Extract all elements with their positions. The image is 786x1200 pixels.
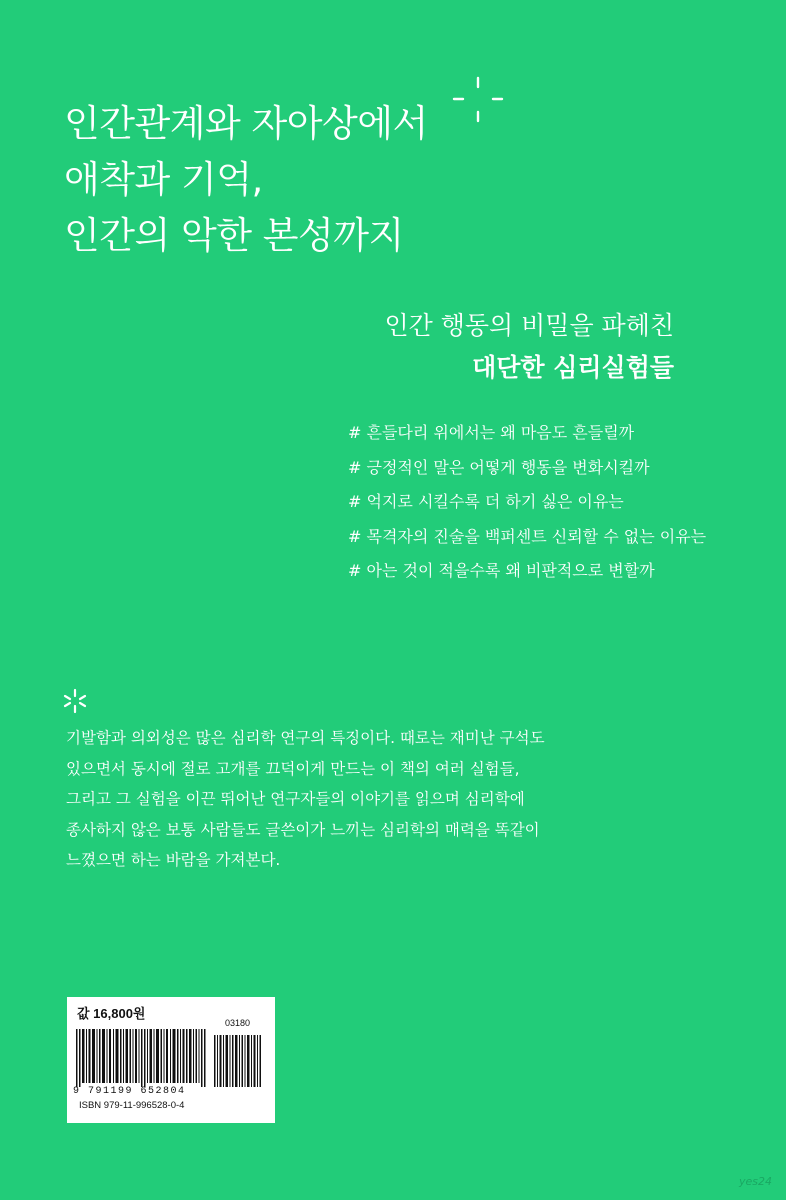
barcode-panel [67, 997, 275, 1123]
question-item: # 흔들다리 위에서는 왜 마음도 흔들릴까 [348, 423, 635, 442]
question-item: # 아는 것이 적을수록 왜 비판적으로 변할까 [348, 561, 655, 580]
isbn-label: ISBN 979-11-996528-0-4 [79, 1100, 185, 1111]
description-line: 있으면서 동시에 절로 고개를 끄덕이게 만드는 이 책의 여러 실험들, [66, 759, 520, 778]
description-line: 느꼈으면 하는 바람을 가져본다. [66, 851, 281, 869]
price-label: 값 16,800원 [77, 1006, 146, 1021]
description-line: 그리고 그 실험을 이끈 뛰어난 연구자들의 이야기를 읽으며 심리학에 [66, 790, 525, 808]
description-line: 기발함과 의외성은 많은 심리학 연구의 특징이다. 때로는 재미난 구석도 [66, 729, 545, 747]
headline-line: 애착과 기억, [64, 158, 263, 201]
watermark-logo: yes24 [738, 1175, 772, 1188]
description-line: 종사하지 않은 보통 사람들도 글쓴이가 느끼는 심리학의 매력을 똑같이 [66, 820, 540, 839]
sparkle-icon [450, 74, 506, 126]
question-item: # 억지로 시킬수록 더 하기 싫은 이유는 [348, 492, 624, 511]
addon-code: 03180 [225, 1018, 251, 1028]
subtitle-line: 인간 행동의 비밀을 파헤친 [384, 311, 674, 340]
headline-line: 인간의 악한 본성까지 [64, 214, 404, 257]
question-item: # 긍정적인 말은 어떻게 행동을 변화시킬까 [348, 457, 650, 477]
headline [64, 96, 428, 264]
question-list [348, 416, 706, 589]
question-item: # 목격자의 진술을 백퍼센트 신뢰할 수 없는 이유는 [348, 526, 707, 546]
subtitle [385, 305, 675, 389]
ean-digits: 9 791199 652804 [73, 1086, 186, 1097]
barcode-icon [75, 1029, 269, 1087]
headline-line: 인간관계와 자아상에서 [64, 102, 428, 145]
description-paragraph [66, 723, 726, 876]
subtitle-emphasis: 대단한 심리실험들 [472, 353, 674, 382]
sparkle-icon [62, 688, 88, 714]
